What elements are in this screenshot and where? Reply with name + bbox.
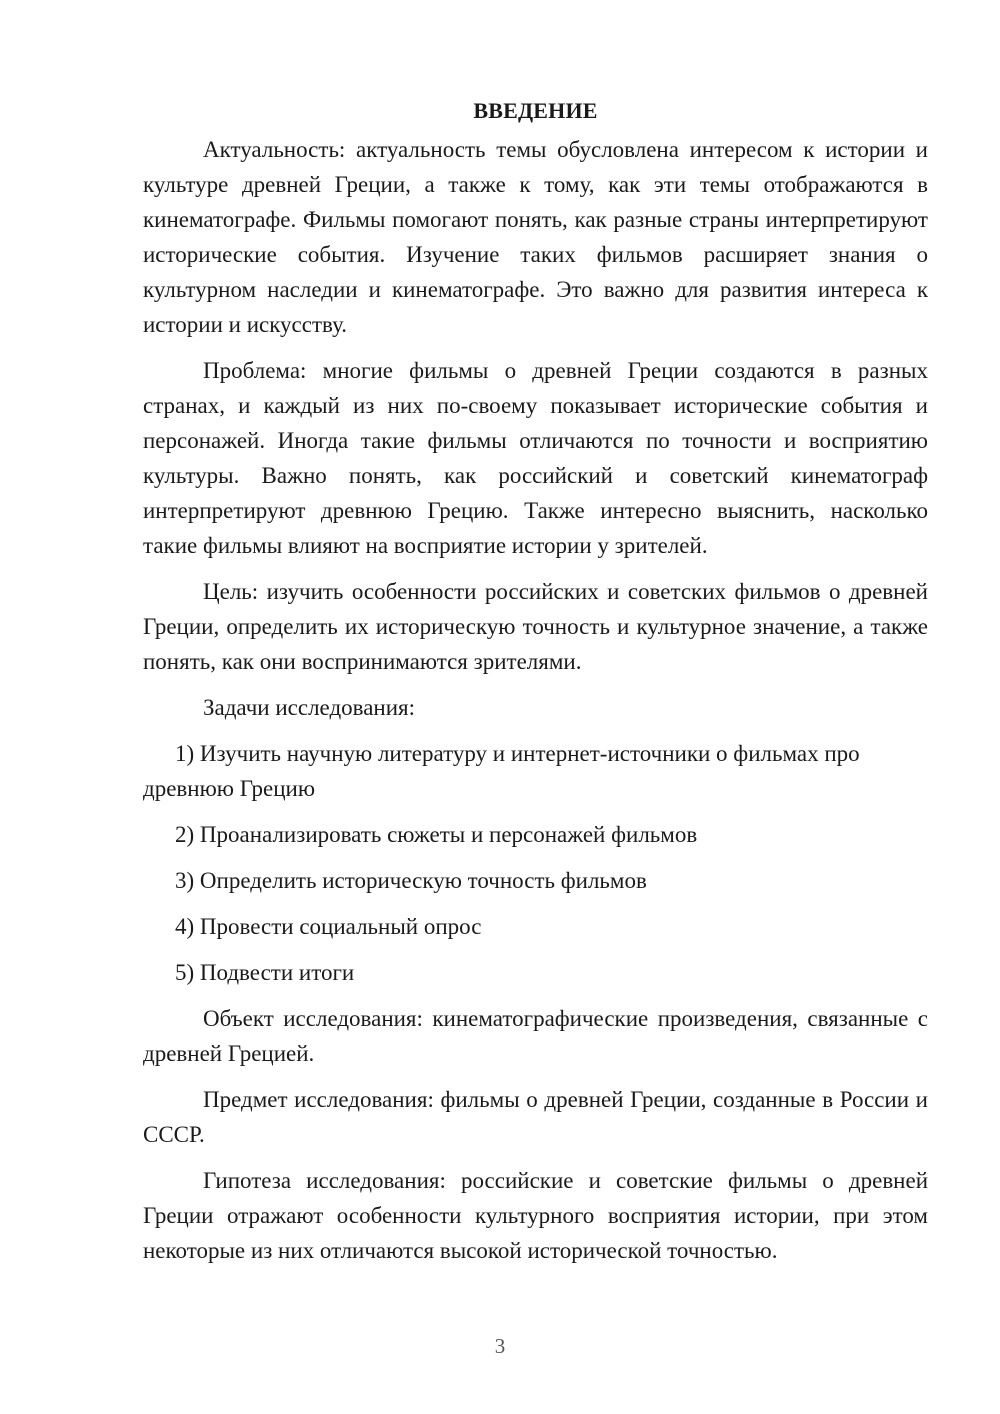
goal-paragraph: Цель: изучить особенности российских и советских фильмов о древней Греции, определить их историческую точность и культурное значение, а также понять, как они воспринимаются зрителями. <box>143 579 928 674</box>
task-item: 3) Определить историческую точность фильмов <box>175 868 647 893</box>
tasks-heading: Задачи исследования: <box>203 695 416 720</box>
problem-paragraph: Проблема: многие фильмы о древней Греции создаются в разных странах, и каждый из них по-своему показывает исторические события и персонажей. Иногда такие фильмы отличаются по точности и восприятию культуры. Важно понять, как российский и советский кинематограф интерпретируют древнюю Грецию. Также интересно выяснить, насколько такие фильмы влияют на восприятие истории у зрителей. <box>143 358 928 558</box>
hypothesis-paragraph: Гипотеза исследования: российские и советские фильмы о древней Греции отражают особенности культурного восприятия истории, при этом некоторые из них отличаются высокой исторической точностью. <box>143 1168 928 1263</box>
page-content <box>143 96 928 1268</box>
task-item: 5) Подвести итоги <box>175 960 355 985</box>
relevance-paragraph: Актуальность: актуальность темы обусловлена интересом к истории и культуре древней Греции, а также к тому, как эти темы отображаются в кинематографе. Фильмы помогают понять, как разные страны интерпретируют исторические события. Изучение таких фильмов расширяет знания о культурном наследии и кинематографе. Это важно для развития интереса к истории и искусству. <box>143 137 928 337</box>
subject-paragraph: Предмет исследования: фильмы о древней Греции, созданные в России и СССР. <box>143 1087 928 1147</box>
task-item: 1) Изучить научную литературу и интернет-источники о фильмах про древнюю Грецию <box>143 741 860 801</box>
object-paragraph: Объект исследования: кинематографические произведения, связанные с древней Грецией. <box>143 1006 928 1066</box>
page-number: 3 <box>494 1334 506 1358</box>
page-title: ВВЕДЕНИЕ <box>473 98 598 123</box>
task-item: 2) Проанализировать сюжеты и персонажей фильмов <box>175 822 698 847</box>
task-item: 4) Провести социальный опрос <box>175 914 482 939</box>
